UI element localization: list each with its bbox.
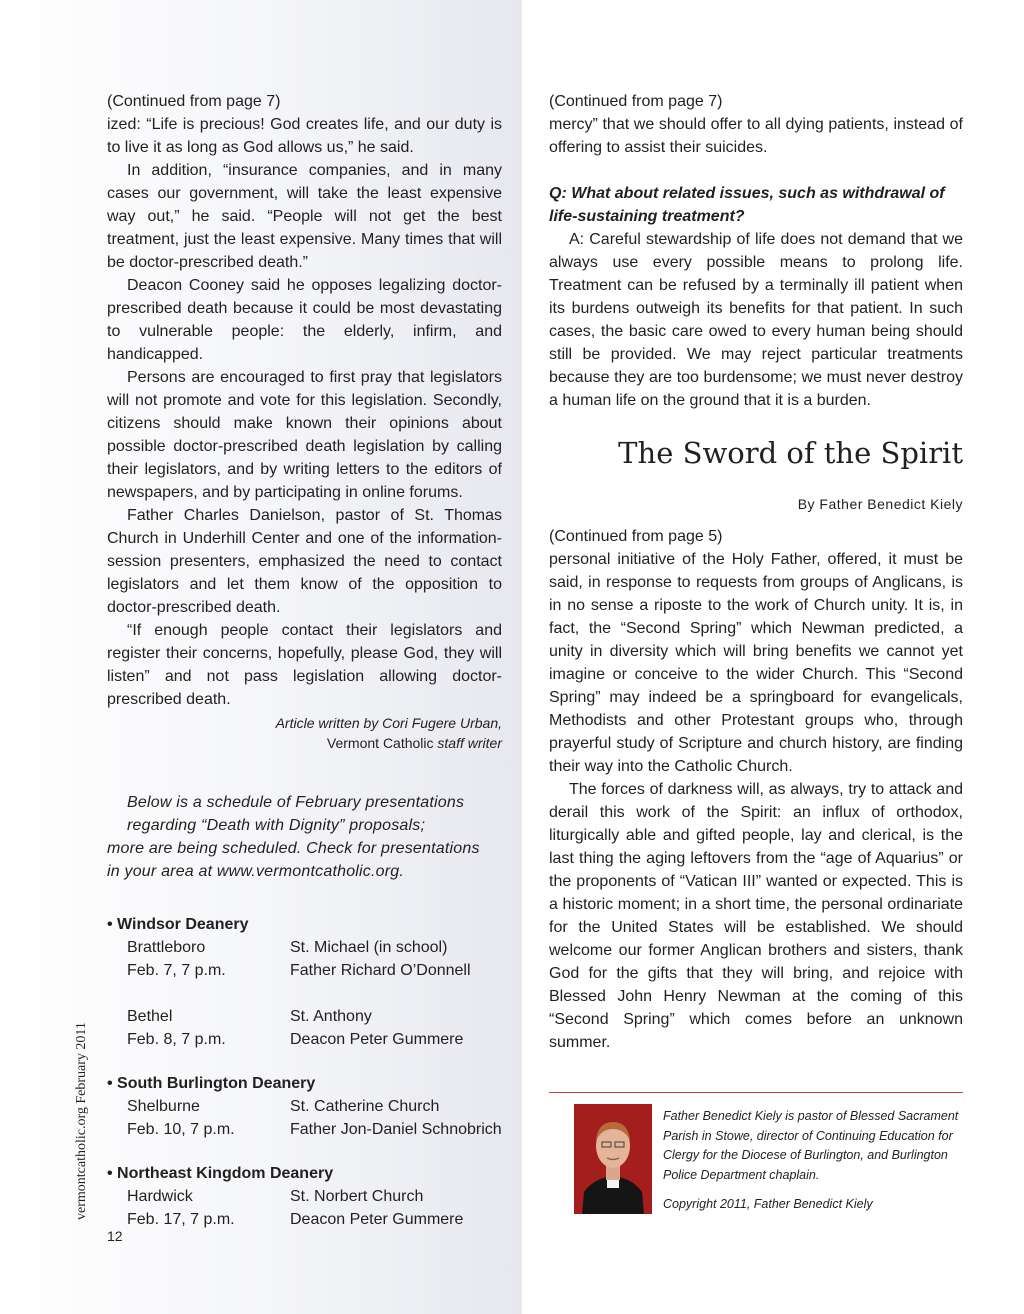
deanery-title: • South Burlington Deanery [107,1075,316,1092]
schedule-place: St. Catherine Church [290,1098,440,1115]
schedule-intro [107,791,502,883]
continued-note: (Continued from page 5) [549,528,723,546]
schedule-intro-line: Below is a schedule of February presentations [127,794,465,811]
answer-paragraph: A: Careful stewardship of life does not demand that we always use every possible means to prolong life. Treatment can be refused by a terminally ill patient when its burdens outweigh its benefits for that patient. In such cases, the basic care owed to every human being should still be provided. We may reject particular treatments because they are too burdensome; we must never destroy a human life on the ground that it is a burden. [549,231,963,409]
deanery-northeast-kingdom [107,1162,502,1231]
schedule-row [107,1028,502,1051]
schedule-date: Feb. 10, 7 p.m. [127,1121,235,1138]
schedule-intro-line: in your area at www.vermontcatholic.org. [107,863,405,880]
author-photo [574,1104,652,1214]
side-footer-text: vermontcatholic.org February 2011 [74,1022,89,1220]
deanery-title: • Windsor Deanery [107,916,249,933]
continued-note: (Continued from page 7) [549,93,723,110]
column-byline: By Father Benedict Kiely [797,496,963,513]
schedule-place: St. Michael (in school) [290,939,448,956]
schedule-row [107,1208,502,1231]
schedule-intro-line: regarding “Death with Dignity” proposals; [127,817,426,834]
schedule-row [107,1185,502,1208]
deanery-title: • Northeast Kingdom Deanery [107,1165,334,1182]
page-number: 12 [107,1228,123,1244]
schedule-row [107,959,502,982]
credit-role: staff writer [437,735,502,751]
left-column [107,90,502,1231]
schedule-presenter: Father Richard O’Donnell [290,962,471,979]
schedule-row [107,1095,502,1118]
schedule-intro-line: more are being scheduled. Check for presentations [107,840,480,857]
article-paragraph: In addition, “insurance companies, and in many cases our government, will take the least expensive way out,” he said. “People will not get the best treatment, just the least expensive. Many times that will be doctor-prescribed death.” [107,162,502,271]
column-title: The Sword of the Spirit [618,436,963,470]
schedule-presenter: Deacon Peter Gummere [290,1211,464,1228]
schedule-row [107,1118,502,1141]
schedule-row [107,1005,502,1028]
credit-line: Article written by Cori Fugere Urban, [275,715,502,731]
column-paragraph: The forces of darkness will, as always, try to attack and derail this work of the Spirit: an influx of orthodox, liturgically able and gifted people, lay and clerical, is the last thing the aging leftovers from the “age of Aquarius” or the proponents of “Vatican III” wanted or expected. This is a historic moment; in a short time, the personal ordinariate for the United States will be established. We should welcome our former Anglican brothers and sisters, thank God for the gifts that they will bring, and rejoice with Blessed John Henry Newman at the coming of this “Second Spring” which comes before an unknown summer. [549,781,963,1052]
article-paragraph: “If enough people contact their legislators and register their concerns, hopefully, please God, they will listen” and not pass legislation allowing doctor-prescribed death. [107,622,502,708]
schedule-date: Feb. 17, 7 p.m. [127,1211,235,1228]
article-paragraph: mercy” that we should offer to all dying patients, instead of offering to assist their suicides. [549,116,963,156]
continued-note: (Continued from page 7) [107,93,281,110]
bio-text: Father Benedict Kiely is pastor of Blessed Sacrament Parish in Stowe, director of Continuing Education for Clergy for the Diocese of Burlington, and Burlington Police Department chaplain. [663,1109,959,1182]
schedule-place: St. Anthony [290,1008,372,1025]
article-credit [107,713,502,753]
author-bio [663,1107,963,1215]
schedule-town: Hardwick [127,1188,193,1205]
schedule-presenter: Deacon Peter Gummere [290,1031,464,1048]
schedule-town: Bethel [127,1008,173,1025]
author-portrait [574,1104,652,1214]
schedule-date: Feb. 8, 7 p.m. [127,1031,226,1048]
schedule-date: Feb. 7, 7 p.m. [127,962,226,979]
article-paragraph: ized: “Life is precious! God creates life, and our duty is to live it as long as God allows us,” he said. [107,116,502,156]
article-paragraph: Deacon Cooney said he opposes legalizing doctor-prescribed death because it could be most devastating to vulnerable people: the elderly, infirm, and handicapped. [107,277,502,363]
deanery-south-burlington [107,1072,502,1141]
schedule-town: Brattleboro [127,939,206,956]
divider-rule [549,1092,963,1093]
column-paragraph: personal initiative of the Holy Father, offered, it must be said, in response to requests from groups of Anglicans, is in no sense a riposte to the work of Church unity. It is, in fact, the “Second Spring” which Newman predicted, a unity in diversity which will bring benefits we cannot yet imagine or conceive to the wider Church. This “Second Spring” may indeed be a springboard for evangelicals, Methodists and other Protestant groups who, through prayerful study of Scripture and church history, are finding their way into the Catholic Church. [549,551,963,776]
schedule-row [107,936,502,959]
credit-publication: Vermont Catholic [326,735,434,751]
deanery-windsor [107,913,502,1051]
schedule-place: St. Norbert Church [290,1188,424,1205]
article-paragraph: Father Charles Danielson, pastor of St. Thomas Church in Underhill Center and one of the information-session presenters, emphasized the need to contact legislators and let them know of the opposition to doctor-prescribed death. [107,507,502,616]
schedule-town: Shelburne [127,1098,200,1115]
article-paragraph: Persons are encouraged to first pray that legislators will not promote and vote for this legislation. Secondly, citizens should make known their opinions about possible doctor-prescribed death legislation by calling their legislators, and by writing letters to the editors of newspapers, and by participating in online forums. [107,369,502,501]
right-column [549,90,963,1054]
schedule-presenter: Father Jon-Daniel Schnobrich [290,1121,502,1138]
question-heading: Q: What about related issues, such as withdrawal of life-sustaining treatment? [549,185,945,225]
copyright-note: Copyright 2011, Father Benedict Kiely [663,1197,873,1211]
